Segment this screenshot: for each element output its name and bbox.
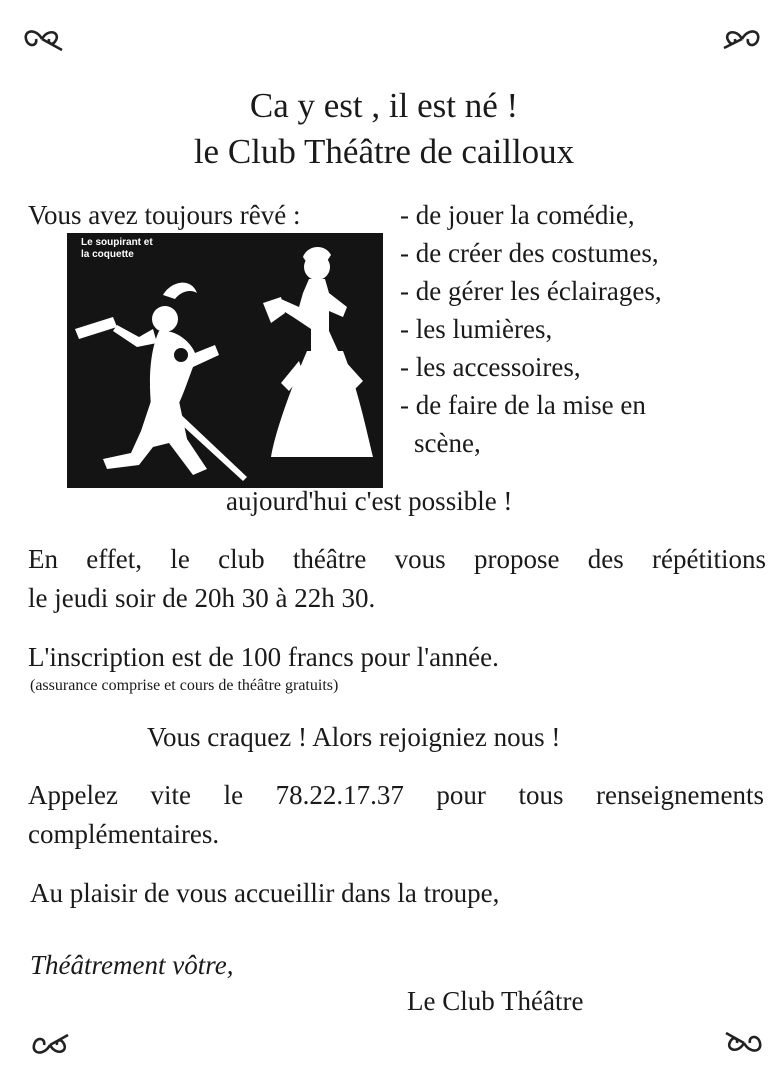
ornament-top-right-icon — [720, 26, 762, 58]
list-item: - les accessoires, — [400, 352, 581, 382]
illustration-caption-line1: Le soupirant et — [81, 237, 153, 248]
closing-salutation: Théâtrement vôtre, — [30, 950, 234, 980]
welcome-line: Au plaisir de vous accueillir dans la troupe, — [30, 878, 500, 908]
rehearsal-line1: En effet, le club théâtre vous propose des répétitions — [28, 544, 766, 574]
list-item: - de faire de la mise en — [400, 390, 646, 420]
illustration — [67, 233, 383, 488]
ornament-bottom-left-icon — [30, 1032, 72, 1064]
ornament-bottom-right-icon — [722, 1030, 764, 1062]
closing-signature: Le Club Théâtre — [407, 986, 584, 1016]
list-item: - de jouer la comédie, — [400, 200, 635, 230]
list-item: scène, — [414, 428, 481, 458]
intro-conclusion: aujourd'hui c'est possible ! — [226, 486, 513, 516]
page-title-line1: Ca y est , il est né ! — [249, 86, 519, 125]
list-item: - de créer des costumes, — [400, 238, 659, 268]
list-item: - de gérer les éclairages, — [400, 276, 662, 306]
call-to-action: Vous craquez ! Alors rejoigniez nous ! — [147, 722, 561, 752]
ornament-top-left-icon — [22, 26, 64, 58]
fee-line: L'inscription est de 100 francs pour l'année. — [28, 642, 499, 672]
page-title-line2: le Club Théâtre de cailloux — [193, 132, 575, 171]
fee-note: (assurance comprise et cours de théâtre gratuits) — [30, 677, 339, 694]
phone-line2: complémentaires. — [28, 819, 220, 849]
rehearsal-line2: le jeudi soir de 20h 30 à 22h 30. — [28, 583, 376, 613]
illustration-caption-line2: la coquette — [81, 249, 134, 260]
silhouette-suitor-and-coquette-icon — [67, 233, 383, 488]
list-item: - les lumières, — [400, 314, 553, 344]
phone-line1: Appelez vite le 78.22.17.37 pour tous renseignements — [28, 780, 764, 810]
intro-lead: Vous avez toujours rêvé : — [28, 200, 301, 230]
